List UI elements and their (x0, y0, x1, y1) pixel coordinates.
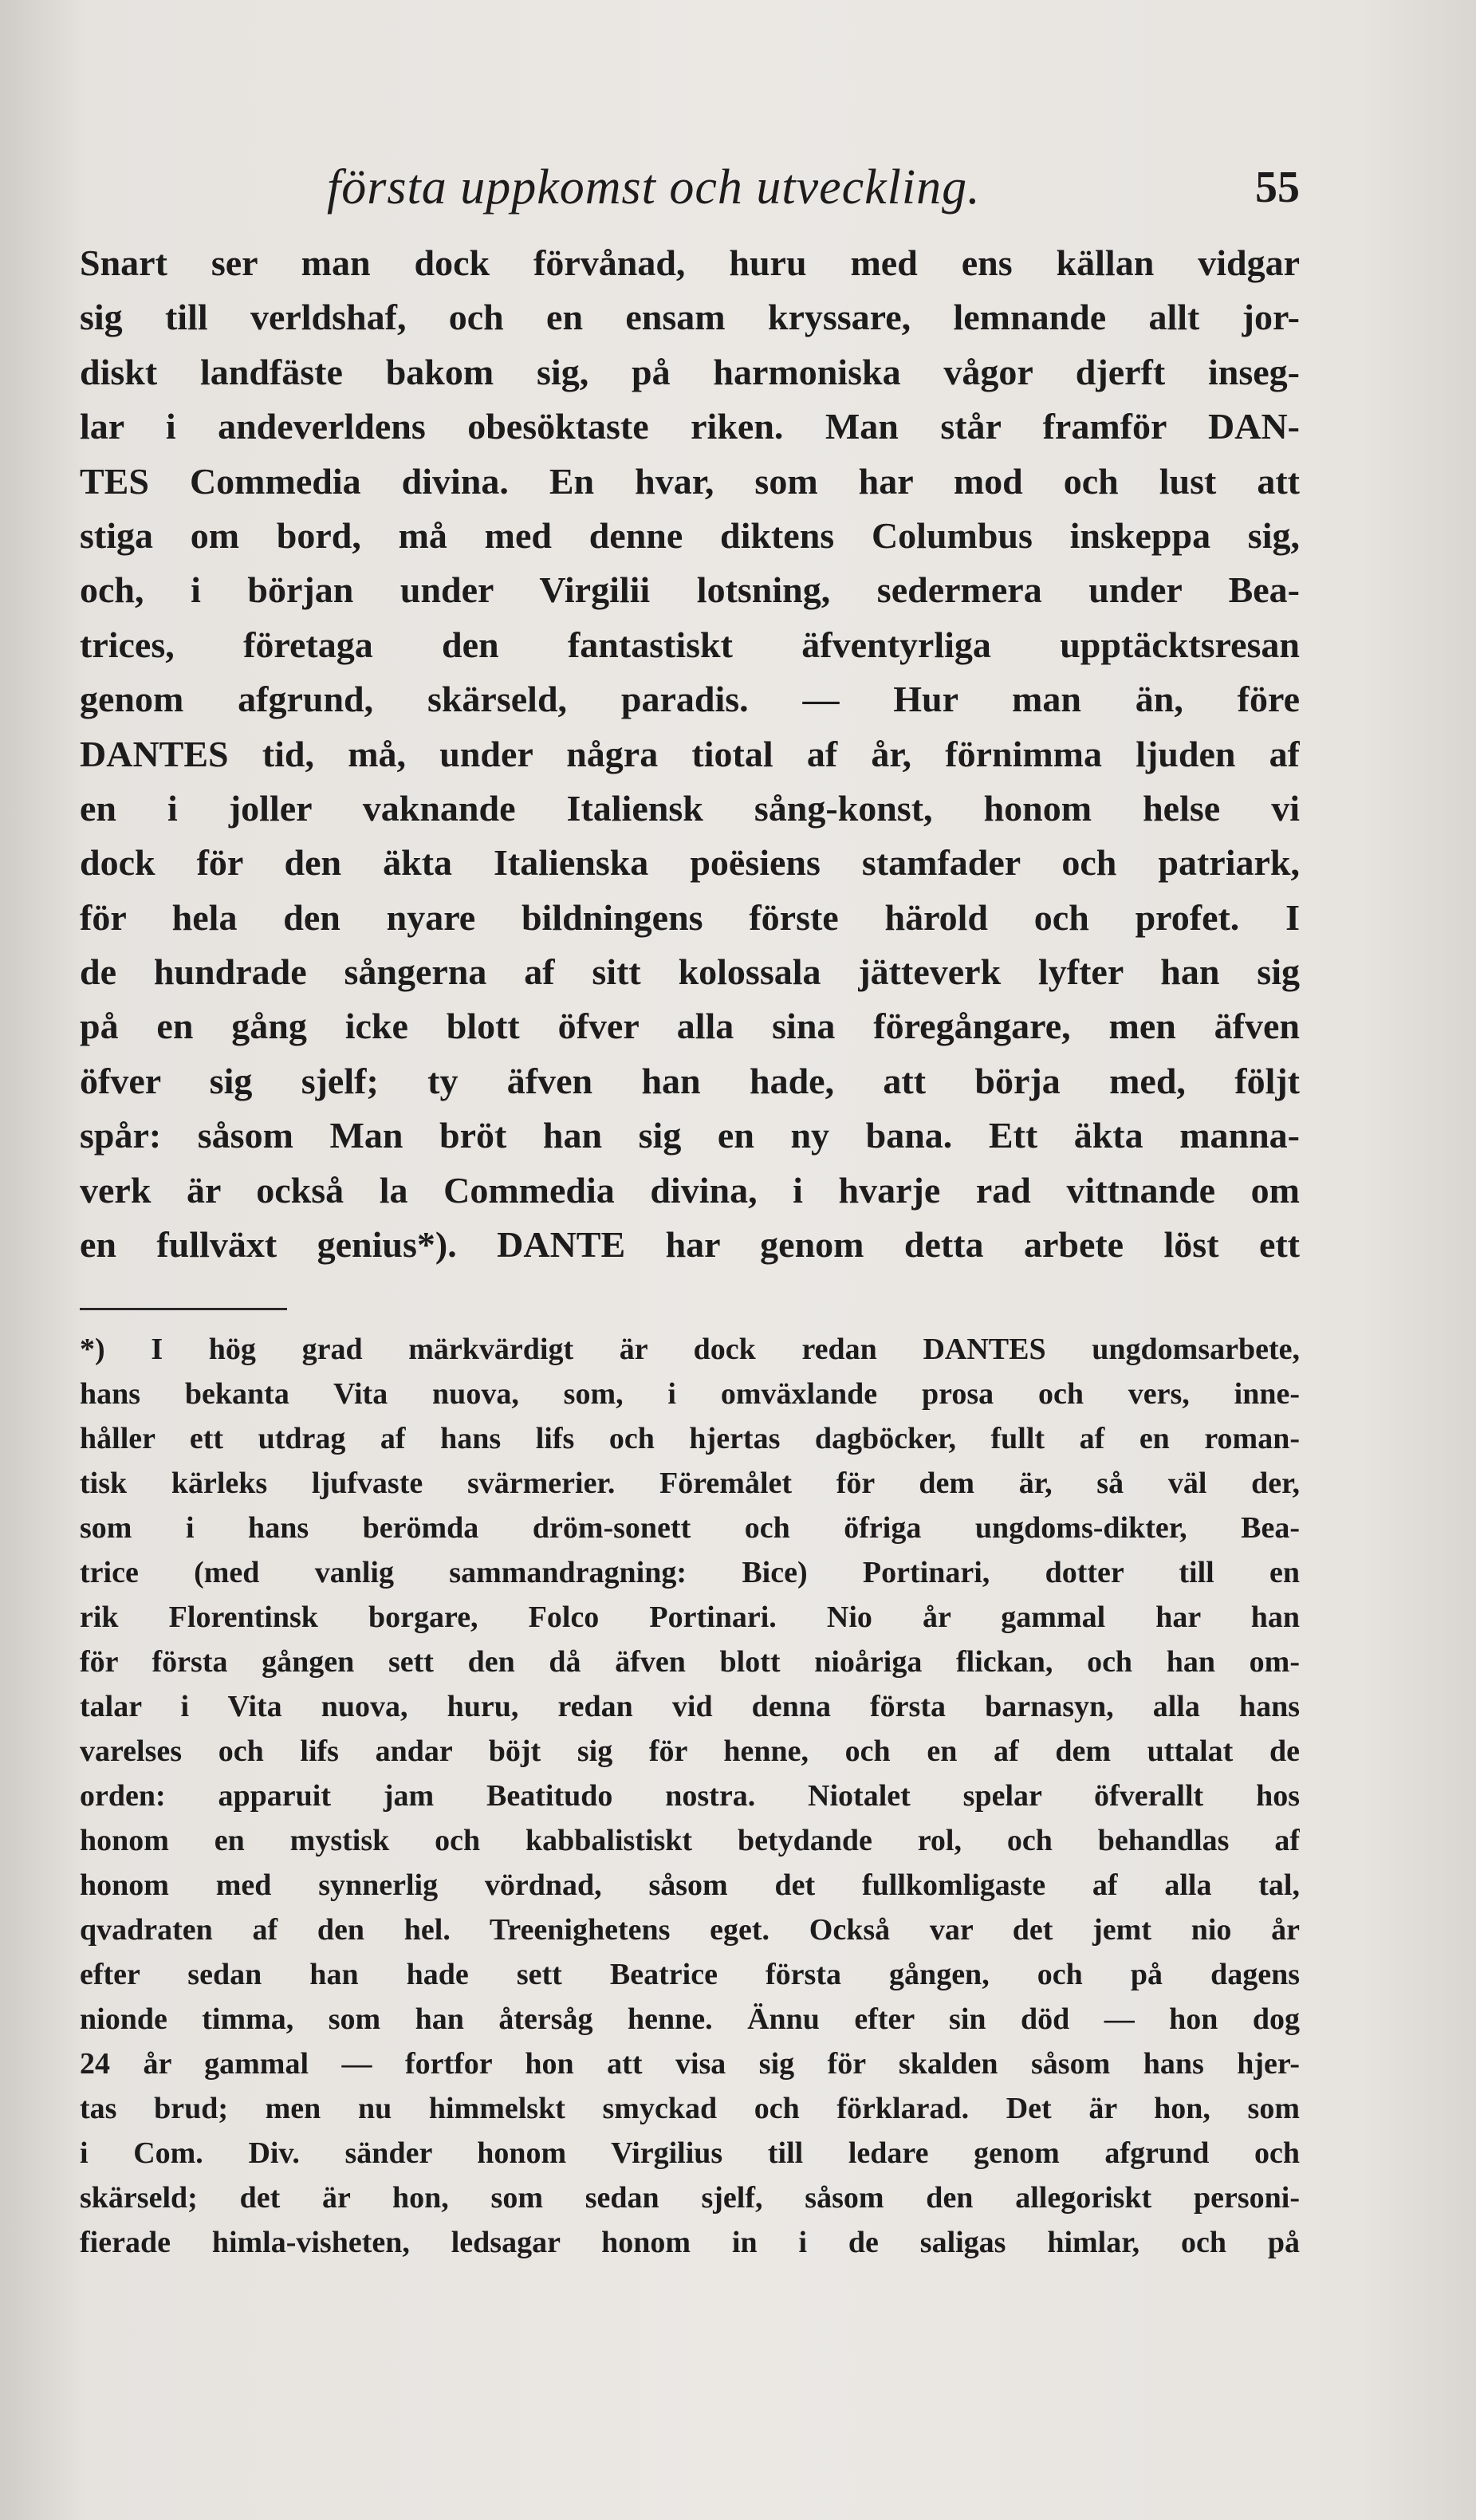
text-line: öfver sig sjelf; ty äfven han hade, att börja med, följt (80, 1060, 1300, 1101)
footnote-line: som i hans berömda dröm-sonett och öfriga ungdoms-dikter, Bea- (80, 1511, 1300, 1545)
text-line: de hundrade sångerna af sitt kolossala jätteverk lyfter han sig (80, 951, 1300, 993)
text-line: och, i början under Virgilii lotsning, sedermera under Bea- (80, 569, 1300, 611)
footnote-line: i Com. Div. sänder honom Virgilius till ledare genom afgrund och (80, 2136, 1300, 2170)
text-line: DANTES tid, må, under några tiotal af år, förnimma ljuden af (80, 733, 1300, 774)
footnote-line: trice (med vanlig sammandragning: Bice) Portinari, dotter till en (80, 1556, 1300, 1589)
text-line: trices, företaga den fantastiskt äfventyrliga upptäcktsresan (80, 624, 1300, 665)
text-line: för hela den nyare bildningens förste härold och profet. I (80, 896, 1300, 938)
text-line: verk är också la Commedia divina, i hvarje rad vittnande om (80, 1169, 1300, 1211)
page-header (80, 152, 1300, 223)
footnote-line: talar i Vita nuova, huru, redan vid denna första barnasyn, alla hans (80, 1690, 1300, 1723)
footnote-line: hans bekanta Vita nuova, som, i omväxlande prosa och vers, inne- (80, 1377, 1300, 1411)
main-text (80, 236, 1300, 1272)
footnote-line: varelses och lifs andar böjt sig för henne, och en af dem uttalat de (80, 1734, 1300, 1768)
text-line: genom afgrund, skärseld, paradis. — Hur man än, före (80, 679, 1300, 720)
footnote-line: tas brud; men nu himmelskt smyckad och förklarad. Det är hon, som (80, 2092, 1300, 2125)
text-line: på en gång icke blott öfver alla sina föregångare, men äfven (80, 1006, 1300, 1047)
footnote-line: 24 år gammal — fortfor hon att visa sig för skalden såsom hans hjer- (80, 2047, 1300, 2081)
text-line: Snart ser man dock förvånad, huru med ens källan vidgar (80, 242, 1300, 283)
footnote-line: skärseld; det är hon, som sedan sjelf, såsom den allegoriskt personi- (80, 2181, 1300, 2215)
text-line: sig till verldshaf, och en ensam kryssare, lemnande allt jor- (80, 297, 1300, 338)
text-line: spår: såsom Man bröt han sig en ny bana. Ett äkta manna- (80, 1115, 1300, 1156)
footnote-line: orden: apparuit jam Beatitudo nostra. Niotalet spelar öfverallt hos (80, 1779, 1300, 1813)
footnote-line: håller ett utdrag af hans lifs och hjertas dagböcker, fullt af en roman- (80, 1422, 1300, 1455)
page-number: 55 (1255, 163, 1300, 212)
text-line: TES Commedia divina. En hvar, som har mod och lust att (80, 460, 1300, 502)
footnote-line: honom med synnerlig vördnad, såsom det fullkomligaste af alla tal, (80, 1868, 1300, 1902)
text-line: stiga om bord, må med denne diktens Columbus inskeppa sig, (80, 514, 1300, 556)
footnote-line: efter sedan han hade sett Beatrice första gången, och på dagens (80, 1958, 1300, 1991)
footnote-line: *) I hög grad märkvärdigt är dock redan DANTES ungdomsarbete, (80, 1333, 1300, 1366)
footnote-line: tisk kärleks ljufvaste svärmerier. Föremålet för dem är, så väl der, (80, 1467, 1300, 1500)
footnote-line: rik Florentinsk borgare, Folco Portinari. Nio år gammal har han (80, 1601, 1300, 1634)
footnote-line: för första gången sett den då äfven blott nioåriga flickan, och han om- (80, 1645, 1300, 1679)
text-line: diskt landfäste bakom sig, på harmoniska vågor djerft inseg- (80, 351, 1300, 392)
text-line: en i joller vaknande Italiensk sång-konst, honom helse vi (80, 787, 1300, 829)
footnote-line: nionde timma, som han återsåg henne. Ännu efter sin död — hon dog (80, 2002, 1300, 2036)
footnote-line: honom en mystisk och kabbalistiskt betydande rol, och behandlas af (80, 1824, 1300, 1857)
footnote-line: fierade himla-visheten, ledsagar honom in i de saligas himlar, och på (80, 2226, 1300, 2259)
running-title: första uppkomst och utveckling. (327, 160, 981, 215)
text-line: en fullväxt genius*). DANTE har genom detta arbete löst ett (80, 1224, 1300, 1266)
text-line: dock för den äkta Italienska poësiens stamfader och patriark, (80, 842, 1300, 884)
text-line: lar i andeverldens obesöktaste riken. Man står framför DAN- (80, 406, 1300, 447)
footnote-divider (80, 1308, 287, 1310)
footnote-line: qvadraten af den hel. Treenighetens eget. Också var det jemt nio år (80, 1913, 1300, 1947)
footnote (80, 1327, 1300, 2265)
